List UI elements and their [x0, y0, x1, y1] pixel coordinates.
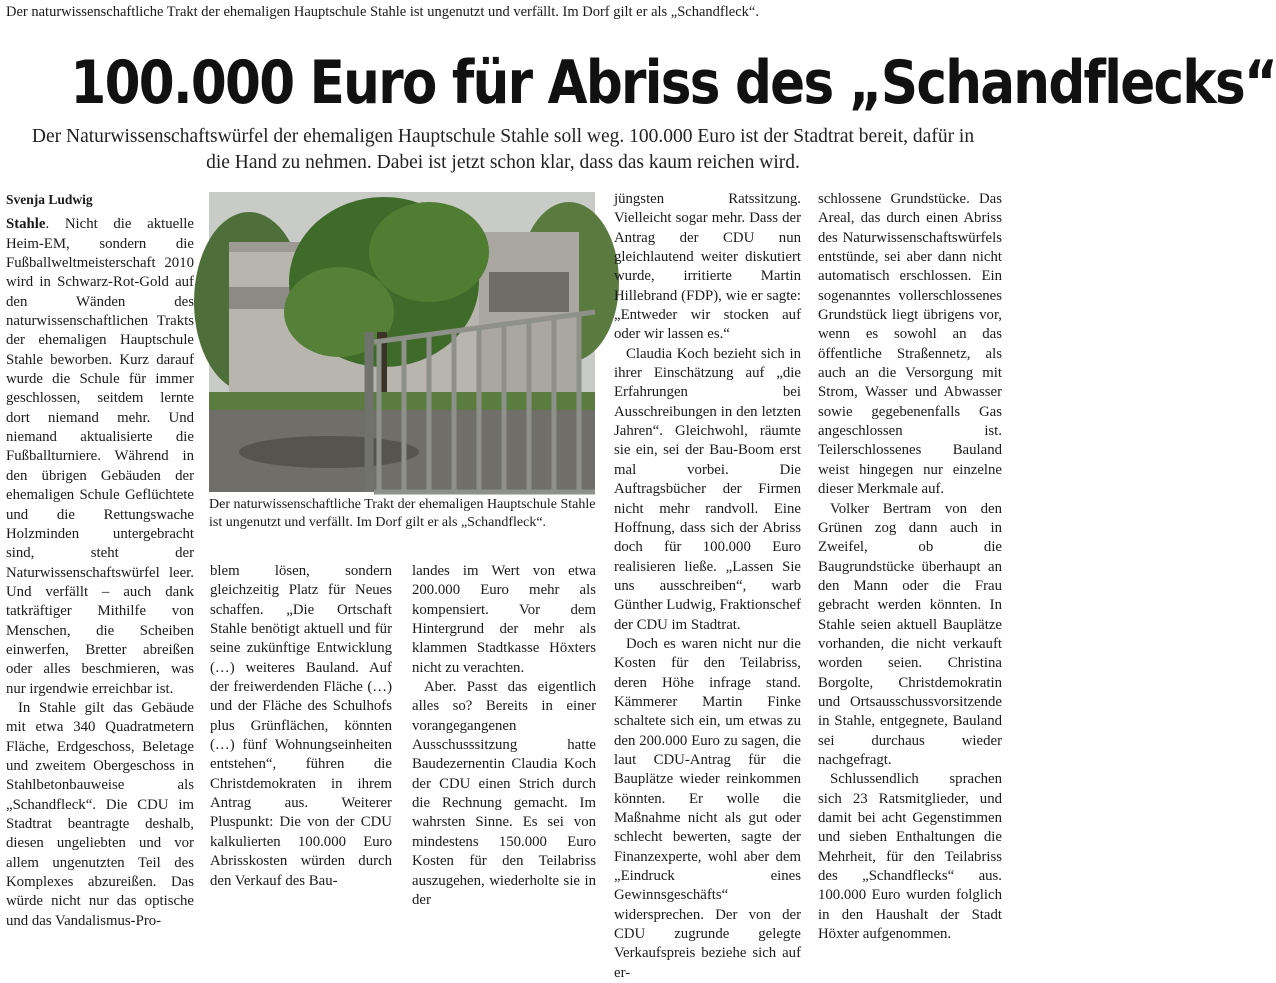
- article-column-4: [614, 190, 801, 981]
- paragraph: Aber. Passt das eigentlich alles so? Bereits in einer vorangegangenen Ausschusssitzung hatte Baudezernentin Claudia Koch der CDU einen Strich durch die Rechnung gemacht. Im wahrsten Sinne. Es sei von mindestens 150.000 Euro Kosten für den Teilabriss auszugehen, wiederholte sie in der: [412, 679, 596, 908]
- article-column-1: [6, 190, 194, 929]
- paragraph: schlossene Grundstücke. Das Areal, das durch einen Abriss des Naturwissenschaftswürfels entstünde, sei aber dann nicht automatisch erschlossen. Ein sogenanntes vollerschlossenes Grundstück liegt übrigens vor, wenn es sowohl an das öffentliche Straßennetz, als auch an die Versorgung mit Strom, Wasser und Abwasser sowie gegebenenfalls Gas angeschlossen ist. Teilerschlossenes Bauland weist hingegen nur einzelne dieser Merkmale auf.: [818, 191, 1002, 498]
- photo-kicker: Der naturwissenschaftliche Trakt der ehemaligen Hauptschule Stahle ist ungenutzt und verfällt. Im Dorf gilt er als „Schandfleck“.: [6, 4, 759, 20]
- subheadline: Der Naturwissenschaftswürfel der ehemaligen Hauptschule Stahle soll weg. 100.000 Euro ist der Stadtrat bereit, dafür in die Hand zu nehmen. Dabei ist jetzt schon klar, dass das kaum reichen wird.: [31, 126, 975, 173]
- school-building-photo: [209, 192, 595, 492]
- paragraph: Volker Bertram von den Grünen zog dann auch in Zweifel, ob die Baugrundstücke überhaupt an den Mann oder die Frau gebracht werden könnten. In Stahle seien aktuell Bauplätze vorhanden, die nicht verkauft worden seien. Christina Borgolte, Christdemokratin und Ortsausschussvorsitzende in Stahle, entgegnete, Bauland sei durchaus wieder nachgefragt.: [818, 500, 1002, 768]
- paragraph: In Stahle gilt das Gebäude mit etwa 340 Quadratmetern Fläche, Erdgeschoss, Beletage und zweitem Obergeschoss in Stahlbetonbauweise als „Schandfleck“. Die CDU im Stadtrat beantragte deshalb, diesen ungeliebten und vor allem ungenutzten Teil des Komplexes abzureißen. Das würde nicht nur das optische und das Vandalismus-Pro-: [6, 699, 194, 929]
- paragraph: Doch es waren nicht nur die Kosten für den Teilabriss, deren Höhe infrage stand. Kämmerer Martin Finke schaltete sich ein, um etwas zu den 200.000 Euro zu sagen, die laut CDU-Antrag für die Bauplätze wieder reinkommen könnten. Er wolle die Maßnahme nicht als gut oder schlecht bewerten, sagte der Finanzexperte, wohl aber dem „Eindruck eines Gewinnsgeschäfts“ widersprechen. Der von der CDU zugrunde gelegte Verkaufspreis beziehe sich auf er-: [614, 635, 801, 981]
- article-column-2: [210, 562, 392, 889]
- article-column-5: [818, 190, 1002, 943]
- headline: 100.000 Euro für Abriss des „Schandflecks“: [70, 48, 1276, 118]
- paragraph: Schlussendlich sprachen sich 23 Ratsmitglieder, und damit bei acht Gegenstimmen und sieben Enthaltungen die Mehrheit, für den Teilabriss des „Schandflecks“ aus. 100.000 Euro wurden folglich in den Haushalt der Stadt Höxter aufgenommen.: [818, 771, 1002, 943]
- article-photo: [209, 192, 595, 492]
- article-column-3: [412, 562, 596, 908]
- paragraph: Claudia Koch bezieht sich in ihrer Einschätzung auf „die Erfahrungen bei Ausschreibungen in den letzten Jahren“. Gleichwohl, räumte sie ein, sei der Bau-Boom erst mal vorbei. Die Auftragsbücher der Firmen nicht mehr randvoll. Eine Hoffnung, dass sich der Abriss doch für 100.000 Euro realisieren ließe. „Lassen Sie uns ausschreiben“, warb Günther Ludwig, Fraktionschef der CDU im Stadtrat.: [614, 345, 801, 633]
- paragraph: landes im Wert von etwa 200.000 Euro mehr als kompensiert. Vor dem Hintergrund der mehr als klammen Stadtkasse Höxters nicht zu verachten.: [412, 563, 596, 676]
- paragraph: blem lösen, sondern gleichzeitig Platz für Neues schaffen. „Die Ortschaft Stahle benötigt aktuell und für seine zukünftige Entwicklung (…) weiteres Bauland. Auf der freiwerdenden Fläche (…) und der Fläche des Schulhofs plus Grünflächen, könnten (…) fünf Wohnungseinheiten entstehen“, führen die Christdemokraten in ihrem Antrag aus. Weiterer Pluspunkt: Die von der CDU kalkulierten 100.000 Euro Abrisskosten würden durch den Verkauf des Bau-: [210, 563, 392, 889]
- paragraph: jüngsten Ratssitzung. Vielleicht sogar mehr. Dass der Antrag der CDU nun gleichlautend weiter diskutiert wurde, irritierte Martin Hillebrand (FDP), wie er sagte: „Entweder wir stocken auf oder wir lassen es.“: [614, 191, 801, 343]
- paragraph-text: . Nicht die aktuelle Heim-EM, sondern die Fußballweltmeisterschaft 2010 wird in Schwarz-Rot-Gold auf den Wänden des naturwissenschaftlichen Trakts der ehemaligen Hauptschule Stahle beworben. Kurz darauf wurde die Schule für immer geschlossen, seitdem lernte dort niemand mehr. Und niemand aktualisierte die Fußballturniere. Während in den übrigen Gebäuden der ehemaligen Schule Geflüchtete und die Rettungswache Holzminden untergebracht sind, steht der Naturwissenschaftswürfel leer. Und verfällt – auch dank tatkräftiger Mithilfe von Menschen, die Scheiben einwerfen, Bretter abreißen oder alles beschmieren, was nur irgendwie erreichbar ist.: [6, 216, 194, 697]
- photo-caption: Der naturwissenschaftliche Trakt der ehemaligen Hauptschule Stahle ist ungenutzt und verfällt. Im Dorf gilt er als „Schandfleck“.: [209, 497, 596, 530]
- paragraph: [6, 215, 194, 699]
- dateline: Stahle: [6, 216, 46, 233]
- author-byline: Svenja Ludwig: [6, 192, 93, 207]
